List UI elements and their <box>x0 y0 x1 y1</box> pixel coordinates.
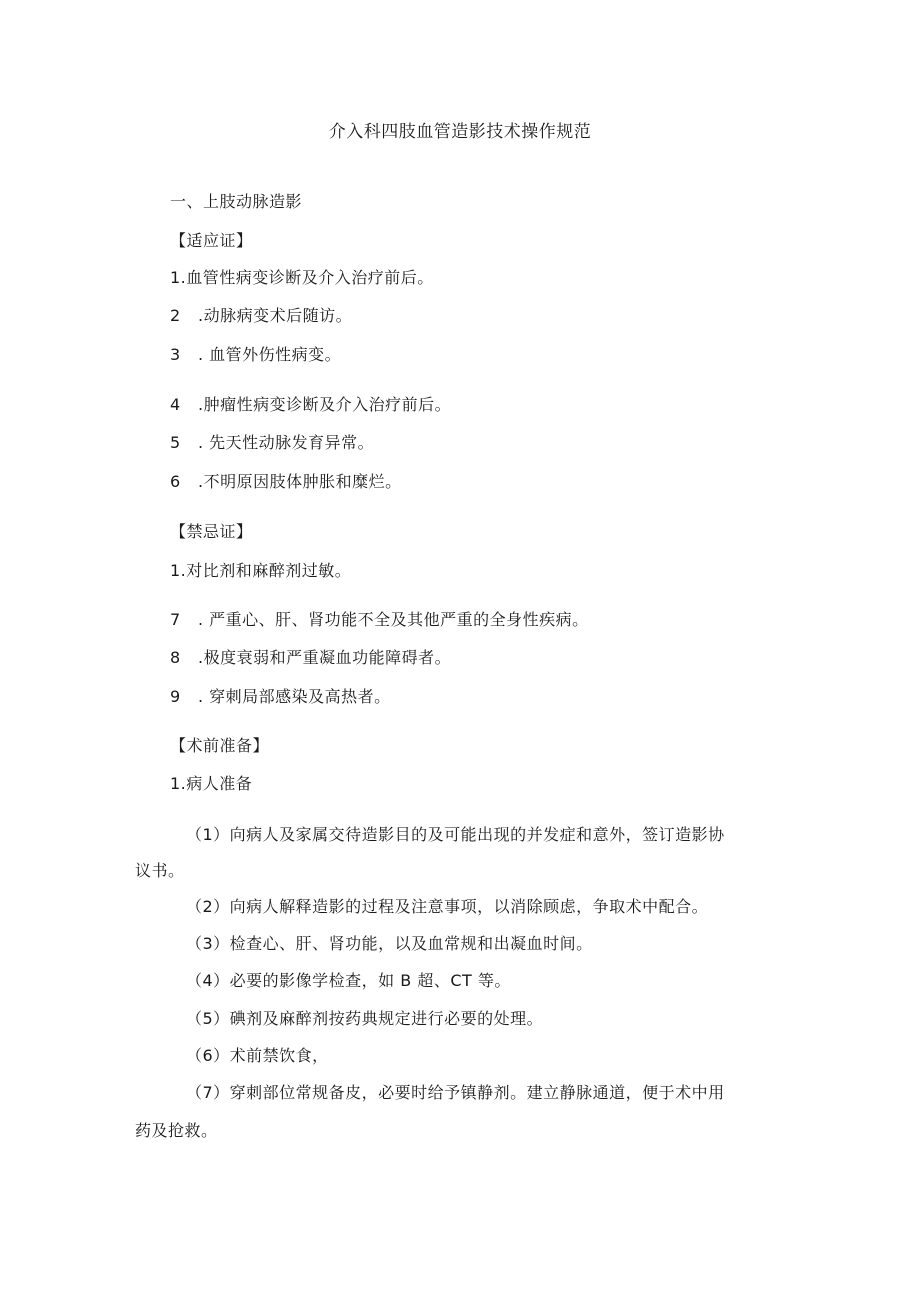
contraindication-item <box>170 610 589 630</box>
preparation-item: （6）术前禁饮食， <box>186 1046 329 1065</box>
item-number: 9 <box>170 687 181 706</box>
item-number: 5 <box>170 433 181 452</box>
item-number: 3 <box>170 345 181 364</box>
item-number: 6 <box>170 472 181 491</box>
item-text: .肿瘤性病变诊断及介入治疗前后。 <box>198 395 452 414</box>
preparation-subheading: 1.病人准备 <box>170 774 253 793</box>
item-text: .不明原因肢体肿胀和糜烂。 <box>198 472 402 491</box>
preparation-item-continuation: 议书。 <box>135 861 185 880</box>
indication-item <box>170 472 402 492</box>
preparation-item: （5）碘剂及麻醉剂按药典规定进行必要的处理。 <box>186 1009 544 1028</box>
item-text: . 穿刺局部感染及高热者。 <box>198 687 391 706</box>
indication-item <box>170 306 352 326</box>
indication-item: 1.血管性病变诊断及介入治疗前后。 <box>170 268 434 287</box>
item-number: 2 <box>170 306 181 325</box>
item-number: 8 <box>170 648 181 667</box>
indication-item <box>170 395 451 415</box>
indications-heading: 【适应证】 <box>170 231 253 250</box>
item-number: 4 <box>170 395 181 414</box>
item-text: .动脉病变术后随访。 <box>198 306 353 325</box>
preparation-item: （2）向病人解释造影的过程及注意事项，以消除顾虑，争取术中配合。 <box>186 897 709 916</box>
contraindication-item: 1.对比剂和麻醉剂过敏。 <box>170 561 352 580</box>
preparation-item: （4）必要的影像学检查，如 B 超、CT 等。 <box>186 971 511 990</box>
preparation-item: （3）检查心、肝、肾功能，以及血常规和出凝血时间。 <box>186 934 593 953</box>
indication-item <box>170 345 341 365</box>
preparation-item-continuation: 药及抢救。 <box>135 1121 218 1140</box>
document-title: 介入科四肢血管造影技术操作规范 <box>328 122 592 142</box>
contraindication-item <box>170 687 391 707</box>
preparation-item: （1）向病人及家属交待造影目的及可能出现的并发症和意外，签订造影协 <box>186 825 725 844</box>
item-text: . 血管外伤性病变。 <box>198 345 342 364</box>
contraindication-item <box>170 648 451 668</box>
preparation-heading: 【术前准备】 <box>170 736 270 755</box>
item-text: .极度衰弱和严重凝血功能障碍者。 <box>198 648 452 667</box>
item-number: 7 <box>170 610 181 629</box>
contraindications-heading: 【禁忌证】 <box>170 522 253 541</box>
indication-item <box>170 433 374 453</box>
preparation-item: （7）穿刺部位常规备皮，必要时给予镇静剂。建立静脉通道，便于术中用 <box>186 1083 725 1102</box>
section-heading: 一、上肢动脉造影 <box>170 192 303 211</box>
item-text: . 先天性动脉发育异常。 <box>198 433 375 452</box>
item-text: . 严重心、肝、肾功能不全及其他严重的全身性疾病。 <box>198 610 589 629</box>
